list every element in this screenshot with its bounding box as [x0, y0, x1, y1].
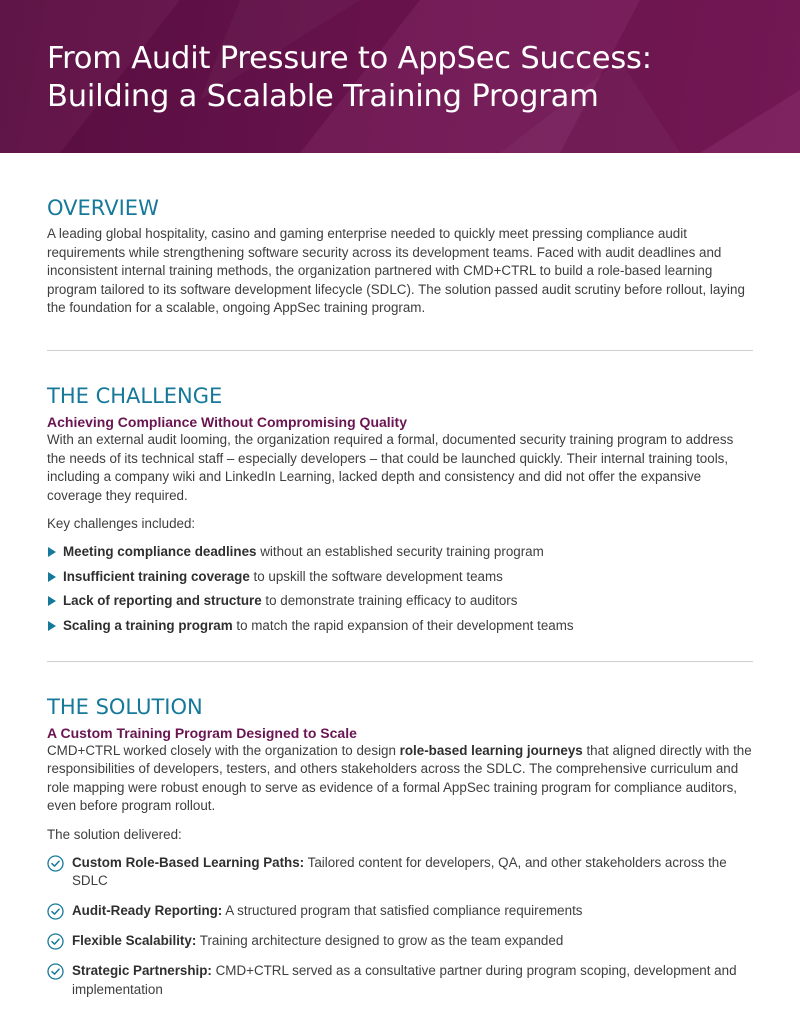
challenge-section [47, 383, 753, 635]
main-content [47, 195, 753, 1011]
list-item-bold: Meeting compliance deadlines [63, 544, 257, 560]
solution-section [47, 694, 753, 1000]
solution-body [47, 742, 753, 816]
challenge-body: With an external audit looming, the organization required a formal, documented security training program to address the needs of its technical staff – especially developers – that could be launched quickly. Their internal training tools, including a company wiki and LinkedIn Learning, lacked depth and consistency and did not offer the expansive coverage they required. [47, 431, 734, 503]
list-item-text: to upskill the software development teams [249, 568, 503, 584]
solution-body-text: that aligned directly with the responsibilities of developers, testers, and others stakeholders across the SDLC. The comprehensive curriculum and role mapping were robust enough to serve as evidence of a formal AppSec training program for compliance auditors, even before program rollout. [47, 742, 752, 814]
list-item-bold: Lack of reporting and structure [63, 593, 262, 609]
page-title-line-2: Building a Scalable Training Program [47, 79, 599, 114]
list-item [47, 617, 753, 635]
triangle-bullet-icon [48, 596, 56, 606]
list-item [47, 592, 753, 610]
triangle-bullet-icon [48, 572, 56, 582]
challenge-heading: THE CHALLENGE [47, 383, 223, 408]
page-title-line-1: From Audit Pressure to AppSec Success: [47, 41, 652, 76]
check-circle-icon [47, 903, 64, 920]
solution-body-text: CMD+CTRL worked closely with the organization to design [47, 742, 400, 758]
list-item [47, 962, 753, 999]
list-item-text: to demonstrate training efficacy to auditors [261, 593, 518, 609]
list-item [47, 902, 753, 921]
page-title [47, 40, 652, 116]
list-item-text: CMD+CTRL served as a consultative partner during program scoping, development and implementation [72, 963, 737, 998]
solution-body-bold: role-based learning journeys [399, 742, 583, 758]
list-item-text: to match the rapid expansion of their development teams [232, 617, 574, 633]
list-item-text: A structured program that satisfied compliance requirements [222, 903, 583, 919]
overview-section [47, 195, 753, 318]
overview-heading: OVERVIEW [47, 196, 159, 220]
section-divider [47, 350, 753, 351]
list-item [47, 568, 753, 586]
overview-body: A leading global hospitality, casino and gaming enterprise needed to quickly meet pressing compliance audit requirements while strengthening software security across its development teams. Faced with audit deadlines and inconsistent internal training methods, the organization partnered with CMD+CTRL to build a role-based learning program tailored to its software development lifecycle (SDLC). The solution passed audit scrutiny before rollout, laying the foundation for a scalable, ongoing AppSec training program. [47, 226, 745, 316]
list-item-bold: Flexible Scalability: [72, 933, 197, 949]
check-circle-icon [47, 963, 64, 980]
challenge-subheading: Achieving Compliance Without Compromising Quality [47, 413, 408, 430]
list-item-bold: Strategic Partnership: [72, 963, 212, 979]
list-item-bold: Audit-Ready Reporting: [72, 903, 223, 919]
triangle-bullet-icon [48, 547, 56, 557]
list-item-text: Training architecture designed to grow as the team expanded [196, 933, 564, 949]
list-item-text: Tailored content for developers, QA, and other stakeholders across the SDLC [72, 854, 727, 889]
challenge-list-intro: Key challenges included: [47, 516, 196, 532]
list-item-bold: Scaling a training program [63, 617, 233, 633]
list-item [47, 854, 753, 891]
check-circle-icon [47, 933, 64, 950]
header-banner [0, 0, 800, 153]
check-circle-icon [47, 855, 64, 872]
solution-subheading: A Custom Training Program Designed to Scale [47, 724, 357, 741]
triangle-bullet-icon [48, 621, 56, 631]
list-item-bold: Custom Role-Based Learning Paths: [72, 854, 305, 870]
list-item [47, 543, 753, 561]
solution-list-intro: The solution delivered: [47, 826, 182, 842]
list-item-text: without an established security training program [256, 544, 544, 560]
list-item [47, 932, 753, 951]
solution-heading: THE SOLUTION [47, 694, 203, 719]
challenge-list [47, 543, 753, 634]
list-item-bold: Insufficient training coverage [63, 568, 250, 584]
section-divider [47, 661, 753, 662]
solution-list [47, 854, 753, 1000]
